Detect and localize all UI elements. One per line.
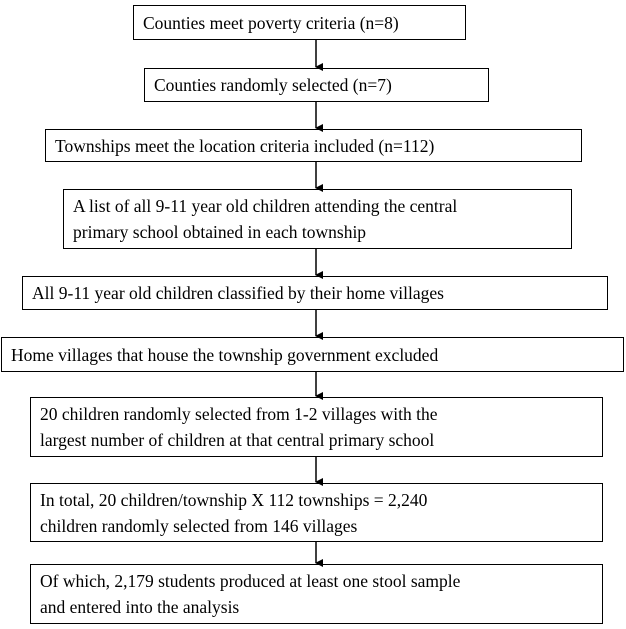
step-analysis-sample [30, 564, 603, 624]
step-counties-selected [144, 68, 489, 102]
step-text-line: Of which, 2,179 students produced at least one stool sample [40, 571, 461, 591]
step-villages-excluded [1, 337, 624, 372]
step-children-selected [30, 397, 603, 457]
step-children-classified [22, 276, 608, 310]
step-text-line: largest number of children at that central primary school [40, 430, 435, 450]
step-text-line: Home villages that house the township government excluded [11, 344, 439, 365]
step-text-line: and entered into the analysis [40, 597, 240, 617]
step-children-list [63, 189, 572, 249]
step-text-line: primary school obtained in each township [73, 222, 367, 242]
step-text-line: Counties randomly selected (n=7) [154, 75, 392, 95]
step-text-line: 20 children randomly selected from 1-2 villages with the [40, 404, 438, 424]
step-text-line: Counties meet poverty criteria (n=8) [143, 12, 399, 33]
step-text-line: In total, 20 children/township X 112 townships = 2,240 [40, 490, 428, 510]
step-townships-included [45, 129, 582, 162]
step-counties-poverty [133, 5, 466, 40]
step-text-line: children randomly selected from 146 villages [40, 516, 358, 536]
step-text-line: All 9-11 year old children classified by their home villages [32, 283, 444, 303]
step-text-line: Townships meet the location criteria included (n=112) [55, 135, 435, 156]
step-text-line: A list of all 9-11 year old children attending the central [73, 196, 458, 216]
step-total-children [30, 483, 603, 542]
